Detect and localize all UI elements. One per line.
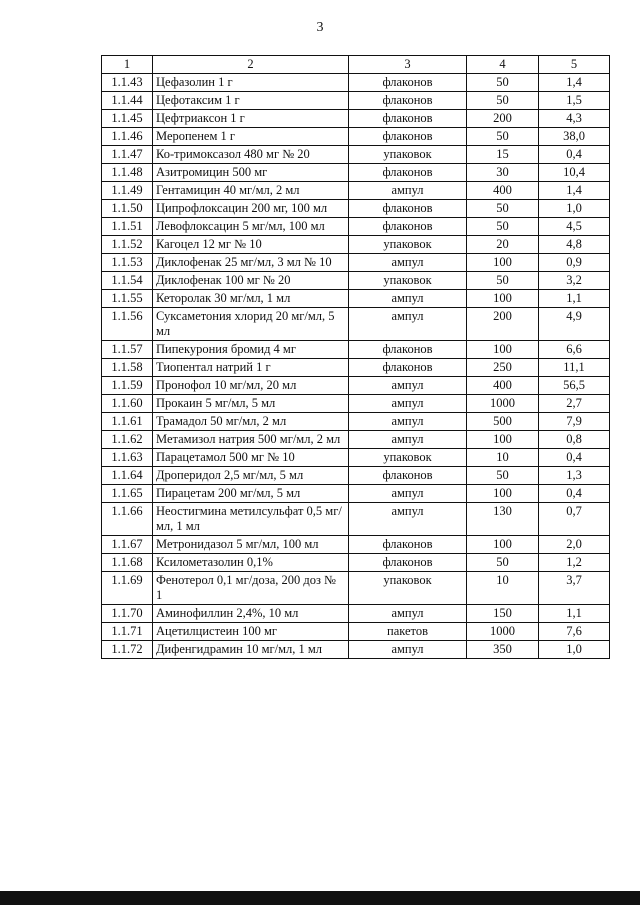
item-quantity-cell: 150 xyxy=(467,605,539,623)
item-quantity-cell: 100 xyxy=(467,431,539,449)
item-unit-cell: флаконов xyxy=(349,128,467,146)
item-name-cell: Фенотерол 0,1 мг/доза, 200 доз № 1 xyxy=(153,572,349,605)
table-header-row xyxy=(102,56,610,74)
item-value-cell: 4,5 xyxy=(539,218,610,236)
table-row xyxy=(102,218,610,236)
item-code-cell: 1.1.62 xyxy=(102,431,153,449)
item-value-cell: 2,0 xyxy=(539,536,610,554)
item-quantity-cell: 50 xyxy=(467,272,539,290)
table-row xyxy=(102,641,610,659)
item-unit-cell: флаконов xyxy=(349,359,467,377)
item-quantity-cell: 50 xyxy=(467,467,539,485)
item-value-cell: 3,7 xyxy=(539,572,610,605)
item-name-cell: Диклофенак 100 мг № 20 xyxy=(153,272,349,290)
item-quantity-cell: 250 xyxy=(467,359,539,377)
item-name-cell: Левофлоксацин 5 мг/мл, 100 мл xyxy=(153,218,349,236)
item-code-cell: 1.1.69 xyxy=(102,572,153,605)
table-row xyxy=(102,503,610,536)
table-row xyxy=(102,467,610,485)
item-value-cell: 0,8 xyxy=(539,431,610,449)
item-value-cell: 1,0 xyxy=(539,200,610,218)
item-unit-cell: ампул xyxy=(349,503,467,536)
item-unit-cell: флаконов xyxy=(349,536,467,554)
item-value-cell: 1,4 xyxy=(539,182,610,200)
item-name-cell: Ксилометазолин 0,1% xyxy=(153,554,349,572)
item-quantity-cell: 400 xyxy=(467,377,539,395)
item-value-cell: 10,4 xyxy=(539,164,610,182)
item-quantity-cell: 100 xyxy=(467,254,539,272)
item-quantity-cell: 50 xyxy=(467,200,539,218)
item-unit-cell: упаковок xyxy=(349,572,467,605)
item-unit-cell: упаковок xyxy=(349,236,467,254)
item-code-cell: 1.1.43 xyxy=(102,74,153,92)
column-header-value: 5 xyxy=(539,56,610,74)
item-unit-cell: ампул xyxy=(349,605,467,623)
item-code-cell: 1.1.57 xyxy=(102,341,153,359)
item-quantity-cell: 100 xyxy=(467,341,539,359)
item-value-cell: 0,4 xyxy=(539,485,610,503)
table-row xyxy=(102,74,610,92)
item-value-cell: 1,2 xyxy=(539,554,610,572)
item-code-cell: 1.1.61 xyxy=(102,413,153,431)
item-name-cell: Трамадол 50 мг/мл, 2 мл xyxy=(153,413,349,431)
item-quantity-cell: 100 xyxy=(467,290,539,308)
item-code-cell: 1.1.66 xyxy=(102,503,153,536)
item-name-cell: Ацетилцистеин 100 мг xyxy=(153,623,349,641)
item-name-cell: Метронидазол 5 мг/мл, 100 мл xyxy=(153,536,349,554)
table-row xyxy=(102,308,610,341)
table-row xyxy=(102,449,610,467)
item-quantity-cell: 1000 xyxy=(467,623,539,641)
item-value-cell: 1,4 xyxy=(539,74,610,92)
item-quantity-cell: 50 xyxy=(467,128,539,146)
item-value-cell: 4,8 xyxy=(539,236,610,254)
table-row xyxy=(102,164,610,182)
item-unit-cell: флаконов xyxy=(349,200,467,218)
column-header-name: 2 xyxy=(153,56,349,74)
item-quantity-cell: 400 xyxy=(467,182,539,200)
item-unit-cell: флаконов xyxy=(349,554,467,572)
page-number: 3 xyxy=(316,20,324,35)
table-row xyxy=(102,413,610,431)
item-value-cell: 4,3 xyxy=(539,110,610,128)
item-name-cell: Гентамицин 40 мг/мл, 2 мл xyxy=(153,182,349,200)
item-code-cell: 1.1.72 xyxy=(102,641,153,659)
item-unit-cell: упаковок xyxy=(349,146,467,164)
item-value-cell: 0,9 xyxy=(539,254,610,272)
item-value-cell: 38,0 xyxy=(539,128,610,146)
item-name-cell: Пирацетам 200 мг/мл, 5 мл xyxy=(153,485,349,503)
item-unit-cell: флаконов xyxy=(349,218,467,236)
item-quantity-cell: 130 xyxy=(467,503,539,536)
item-value-cell: 0,7 xyxy=(539,503,610,536)
item-quantity-cell: 50 xyxy=(467,74,539,92)
item-unit-cell: ампул xyxy=(349,431,467,449)
item-code-cell: 1.1.52 xyxy=(102,236,153,254)
item-name-cell: Меропенем 1 г xyxy=(153,128,349,146)
item-unit-cell: ампул xyxy=(349,641,467,659)
item-code-cell: 1.1.47 xyxy=(102,146,153,164)
table-row xyxy=(102,272,610,290)
item-name-cell: Тиопентал натрий 1 г xyxy=(153,359,349,377)
item-value-cell: 7,9 xyxy=(539,413,610,431)
item-unit-cell: ампул xyxy=(349,413,467,431)
item-value-cell: 7,6 xyxy=(539,623,610,641)
item-value-cell: 11,1 xyxy=(539,359,610,377)
item-unit-cell: ампул xyxy=(349,182,467,200)
item-unit-cell: упаковок xyxy=(349,272,467,290)
item-name-cell: Аминофиллин 2,4%, 10 мл xyxy=(153,605,349,623)
table-row xyxy=(102,200,610,218)
item-name-cell: Ко-тримоксазол 480 мг № 20 xyxy=(153,146,349,164)
item-code-cell: 1.1.59 xyxy=(102,377,153,395)
item-value-cell: 1,3 xyxy=(539,467,610,485)
table-row xyxy=(102,146,610,164)
item-code-cell: 1.1.58 xyxy=(102,359,153,377)
item-value-cell: 56,5 xyxy=(539,377,610,395)
column-header-unit: 3 xyxy=(349,56,467,74)
item-quantity-cell: 350 xyxy=(467,641,539,659)
item-quantity-cell: 200 xyxy=(467,308,539,341)
item-quantity-cell: 10 xyxy=(467,449,539,467)
table-row xyxy=(102,431,610,449)
item-quantity-cell: 100 xyxy=(467,536,539,554)
item-value-cell: 2,7 xyxy=(539,395,610,413)
item-code-cell: 1.1.60 xyxy=(102,395,153,413)
item-code-cell: 1.1.49 xyxy=(102,182,153,200)
item-code-cell: 1.1.55 xyxy=(102,290,153,308)
table-row xyxy=(102,290,610,308)
item-name-cell: Метамизол натрия 500 мг/мл, 2 мл xyxy=(153,431,349,449)
item-unit-cell: флаконов xyxy=(349,467,467,485)
item-unit-cell: пакетов xyxy=(349,623,467,641)
item-quantity-cell: 10 xyxy=(467,572,539,605)
table-row xyxy=(102,236,610,254)
item-name-cell: Прокаин 5 мг/мл, 5 мл xyxy=(153,395,349,413)
item-code-cell: 1.1.71 xyxy=(102,623,153,641)
table-row xyxy=(102,128,610,146)
table-row xyxy=(102,572,610,605)
table-row xyxy=(102,341,610,359)
item-quantity-cell: 15 xyxy=(467,146,539,164)
item-name-cell: Кагоцел 12 мг № 10 xyxy=(153,236,349,254)
item-code-cell: 1.1.67 xyxy=(102,536,153,554)
item-name-cell: Дифенгидрамин 10 мг/мл, 1 мл xyxy=(153,641,349,659)
item-code-cell: 1.1.56 xyxy=(102,308,153,341)
table-row xyxy=(102,485,610,503)
medication-table xyxy=(101,55,610,659)
item-unit-cell: флаконов xyxy=(349,92,467,110)
item-name-cell: Диклофенак 25 мг/мл, 3 мл № 10 xyxy=(153,254,349,272)
item-name-cell: Неостигмина метилсульфат 0,5 мг/мл, 1 мл xyxy=(153,503,349,536)
item-unit-cell: ампул xyxy=(349,308,467,341)
item-name-cell: Кеторолак 30 мг/мл, 1 мл xyxy=(153,290,349,308)
table-row xyxy=(102,110,610,128)
column-header-quantity: 4 xyxy=(467,56,539,74)
item-quantity-cell: 100 xyxy=(467,485,539,503)
item-name-cell: Дроперидол 2,5 мг/мл, 5 мл xyxy=(153,467,349,485)
item-unit-cell: ампул xyxy=(349,290,467,308)
item-quantity-cell: 50 xyxy=(467,218,539,236)
item-value-cell: 1,1 xyxy=(539,605,610,623)
item-name-cell: Цефотаксим 1 г xyxy=(153,92,349,110)
bottom-edge-band xyxy=(0,891,640,905)
item-value-cell: 1,1 xyxy=(539,290,610,308)
table-row xyxy=(102,536,610,554)
item-quantity-cell: 20 xyxy=(467,236,539,254)
item-quantity-cell: 1000 xyxy=(467,395,539,413)
item-value-cell: 6,6 xyxy=(539,341,610,359)
item-name-cell: Суксаметония хлорид 20 мг/мл, 5 мл xyxy=(153,308,349,341)
item-name-cell: Азитромицин 500 мг xyxy=(153,164,349,182)
item-code-cell: 1.1.65 xyxy=(102,485,153,503)
item-code-cell: 1.1.50 xyxy=(102,200,153,218)
table-row xyxy=(102,605,610,623)
item-unit-cell: флаконов xyxy=(349,110,467,128)
table-row xyxy=(102,359,610,377)
item-unit-cell: флаконов xyxy=(349,341,467,359)
item-code-cell: 1.1.51 xyxy=(102,218,153,236)
item-code-cell: 1.1.48 xyxy=(102,164,153,182)
item-unit-cell: ампул xyxy=(349,485,467,503)
item-unit-cell: флаконов xyxy=(349,74,467,92)
item-code-cell: 1.1.45 xyxy=(102,110,153,128)
item-value-cell: 1,5 xyxy=(539,92,610,110)
item-name-cell: Парацетамол 500 мг № 10 xyxy=(153,449,349,467)
item-code-cell: 1.1.54 xyxy=(102,272,153,290)
table-row xyxy=(102,623,610,641)
item-quantity-cell: 30 xyxy=(467,164,539,182)
item-code-cell: 1.1.68 xyxy=(102,554,153,572)
item-value-cell: 4,9 xyxy=(539,308,610,341)
table-row xyxy=(102,395,610,413)
item-quantity-cell: 500 xyxy=(467,413,539,431)
item-code-cell: 1.1.53 xyxy=(102,254,153,272)
item-code-cell: 1.1.64 xyxy=(102,467,153,485)
item-value-cell: 3,2 xyxy=(539,272,610,290)
item-name-cell: Цефазолин 1 г xyxy=(153,74,349,92)
item-quantity-cell: 200 xyxy=(467,110,539,128)
item-unit-cell: флаконов xyxy=(349,164,467,182)
item-quantity-cell: 50 xyxy=(467,92,539,110)
item-value-cell: 0,4 xyxy=(539,146,610,164)
item-value-cell: 0,4 xyxy=(539,449,610,467)
table-body xyxy=(102,74,610,659)
item-name-cell: Ципрофлоксацин 200 мг, 100 мл xyxy=(153,200,349,218)
item-name-cell: Цефтриаксон 1 г xyxy=(153,110,349,128)
item-unit-cell: упаковок xyxy=(349,449,467,467)
item-code-cell: 1.1.46 xyxy=(102,128,153,146)
table-row xyxy=(102,377,610,395)
table-row xyxy=(102,92,610,110)
item-code-cell: 1.1.70 xyxy=(102,605,153,623)
item-value-cell: 1,0 xyxy=(539,641,610,659)
item-unit-cell: ампул xyxy=(349,395,467,413)
item-code-cell: 1.1.63 xyxy=(102,449,153,467)
table-row xyxy=(102,254,610,272)
item-unit-cell: ампул xyxy=(349,377,467,395)
item-quantity-cell: 50 xyxy=(467,554,539,572)
table-row xyxy=(102,182,610,200)
column-header-code: 1 xyxy=(102,56,153,74)
item-name-cell: Пронофол 10 мг/мл, 20 мл xyxy=(153,377,349,395)
item-unit-cell: ампул xyxy=(349,254,467,272)
item-code-cell: 1.1.44 xyxy=(102,92,153,110)
table-row xyxy=(102,554,610,572)
item-name-cell: Пипекурония бромид 4 мг xyxy=(153,341,349,359)
